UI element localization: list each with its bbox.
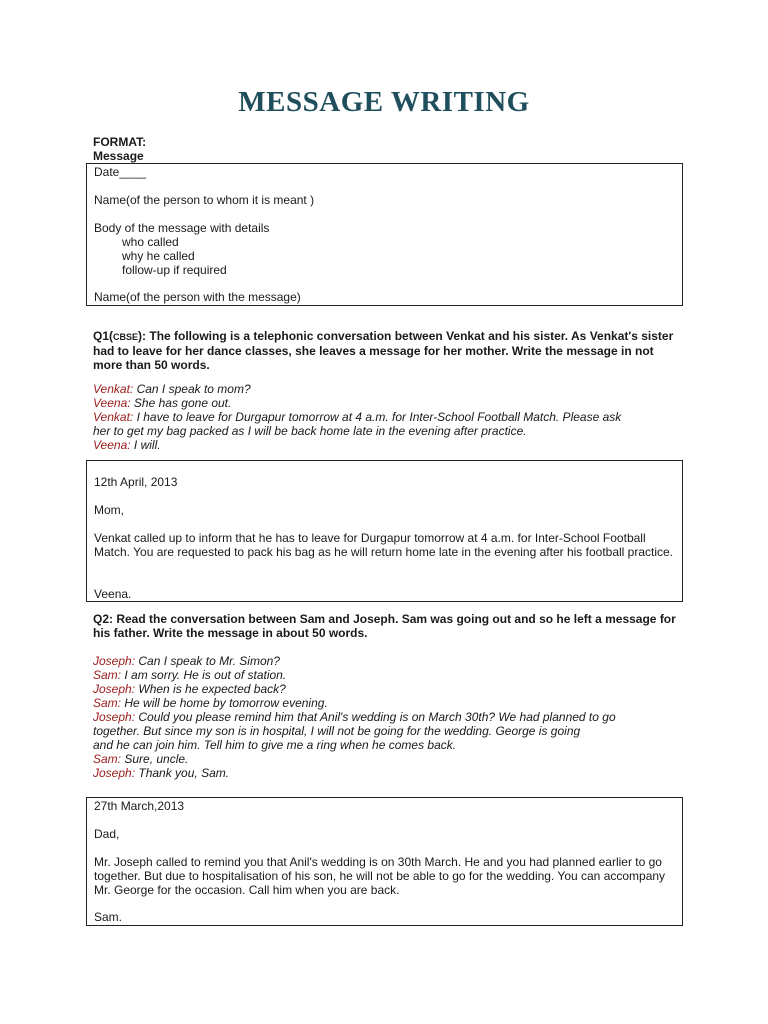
conversation-line xyxy=(93,654,683,668)
speaker-label: Joseph: xyxy=(93,654,136,668)
conversation-line xyxy=(93,738,683,752)
format-body: Body of the message with details xyxy=(94,221,270,235)
speaker-label: Veena: xyxy=(93,396,131,410)
speaker-label: Sam: xyxy=(93,696,122,710)
answer-body: Venkat called up to inform that he has to leave for Durgapur tomorrow at 4 a.m. for Inter-School Football Match. You are requested to pack his bag as he will return home late in the evening after his football practice. xyxy=(94,531,674,559)
dialogue-text: and he can join him. Tell him to give me a ring when he comes back. xyxy=(93,738,457,752)
dialogue-text: When is he expected back? xyxy=(135,682,286,696)
format-who: who called xyxy=(122,235,179,249)
dialogue-text: She has gone out. xyxy=(130,396,232,410)
conversation-line xyxy=(93,724,683,738)
format-date: Date____ xyxy=(94,165,147,179)
conversation-line xyxy=(93,752,683,766)
speaker-label: Joseph: xyxy=(93,710,136,724)
speaker-label: Sam: xyxy=(93,668,122,682)
format-sender: Name(of the person with the message) xyxy=(94,290,301,304)
answer-date: 12th April, 2013 xyxy=(94,475,178,489)
conversation-line xyxy=(93,410,683,424)
dialogue-text: her to get my bag packed as I will be back home late in the evening after practice. xyxy=(93,424,527,438)
speaker-label: Veena: xyxy=(93,438,131,452)
answer-body: Mr. Joseph called to remind you that Anil's wedding is on 30th March. He and you had planned earlier to go together. But due to hospitalisation of his son, he will not be able to go for the wedding. You can accompany Mr. George for the occasion. Call him when you are back. xyxy=(94,855,666,897)
dialogue-text: I will. xyxy=(130,438,161,452)
conversation-line xyxy=(93,766,683,780)
conversation-line xyxy=(93,668,683,682)
speaker-label: Sam: xyxy=(93,752,122,766)
conversation-line xyxy=(93,424,683,438)
answer-salutation: Mom, xyxy=(94,503,124,517)
conversation-line xyxy=(93,682,683,696)
dialogue-text: together. But since my son is in hospital, I will not be going for the wedding. George is going xyxy=(93,724,581,738)
answer-box-2 xyxy=(86,797,683,926)
answer-salutation: Dad, xyxy=(94,827,120,841)
dialogue-text: I am sorry. He is out of station. xyxy=(121,668,287,682)
dialogue-text: Could you please remind him that Anil's wedding is on March 30th? We had planned to go xyxy=(135,710,616,724)
dialogue-text: I have to leave for Durgapur tomorrow at 4 a.m. for Inter-School Football Match. Please ask xyxy=(133,410,622,424)
dialogue-text: Can I speak to mom? xyxy=(133,382,251,396)
format-why: why he called xyxy=(122,249,195,263)
page-title: MESSAGE WRITING xyxy=(238,86,530,118)
format-sublabel: Message xyxy=(93,149,144,163)
conversation-line xyxy=(93,710,683,724)
answer-sign: Veena. xyxy=(94,587,132,601)
conversation-line xyxy=(93,382,683,396)
format-box xyxy=(86,163,683,306)
format-recipient: Name(of the person to whom it is meant ) xyxy=(94,193,315,207)
dialogue-text: Can I speak to Mr. Simon? xyxy=(135,654,280,668)
dialogue-text: He will be home by tomorrow evening. xyxy=(121,696,328,710)
answer-date: 27th March,2013 xyxy=(94,799,185,813)
speaker-label: Venkat: xyxy=(93,410,134,424)
conversation-2 xyxy=(93,654,683,780)
speaker-label: Joseph: xyxy=(93,682,136,696)
conversation-line xyxy=(93,396,683,410)
dialogue-text: Sure, uncle. xyxy=(121,752,189,766)
speaker-label: Joseph: xyxy=(93,766,136,780)
format-label: FORMAT: xyxy=(93,135,147,149)
q1-prefix: Q1( xyxy=(93,329,114,343)
dialogue-text: Thank you, Sam. xyxy=(135,766,230,780)
question-2: Q2: Read the conversation between Sam and Joseph. Sam was going out and so he left a message for his father. Write the message in about 50 words. xyxy=(93,612,676,640)
q1-text: ): The following is a telephonic conversation between Venkat and his sister. As Venkat's sister had to leave for her dance classes, she leaves a message for her mother. Write the message in not more than 50 words. xyxy=(93,329,674,372)
q1-tag: CBSE xyxy=(113,332,139,342)
question-1 xyxy=(93,329,683,372)
conversation-1 xyxy=(93,382,683,452)
conversation-line xyxy=(93,696,683,710)
answer-sign: Sam. xyxy=(94,910,123,924)
answer-box-1 xyxy=(86,460,683,602)
speaker-label: Venkat: xyxy=(93,382,134,396)
conversation-line xyxy=(93,438,683,452)
format-followup: follow-up if required xyxy=(122,263,227,277)
